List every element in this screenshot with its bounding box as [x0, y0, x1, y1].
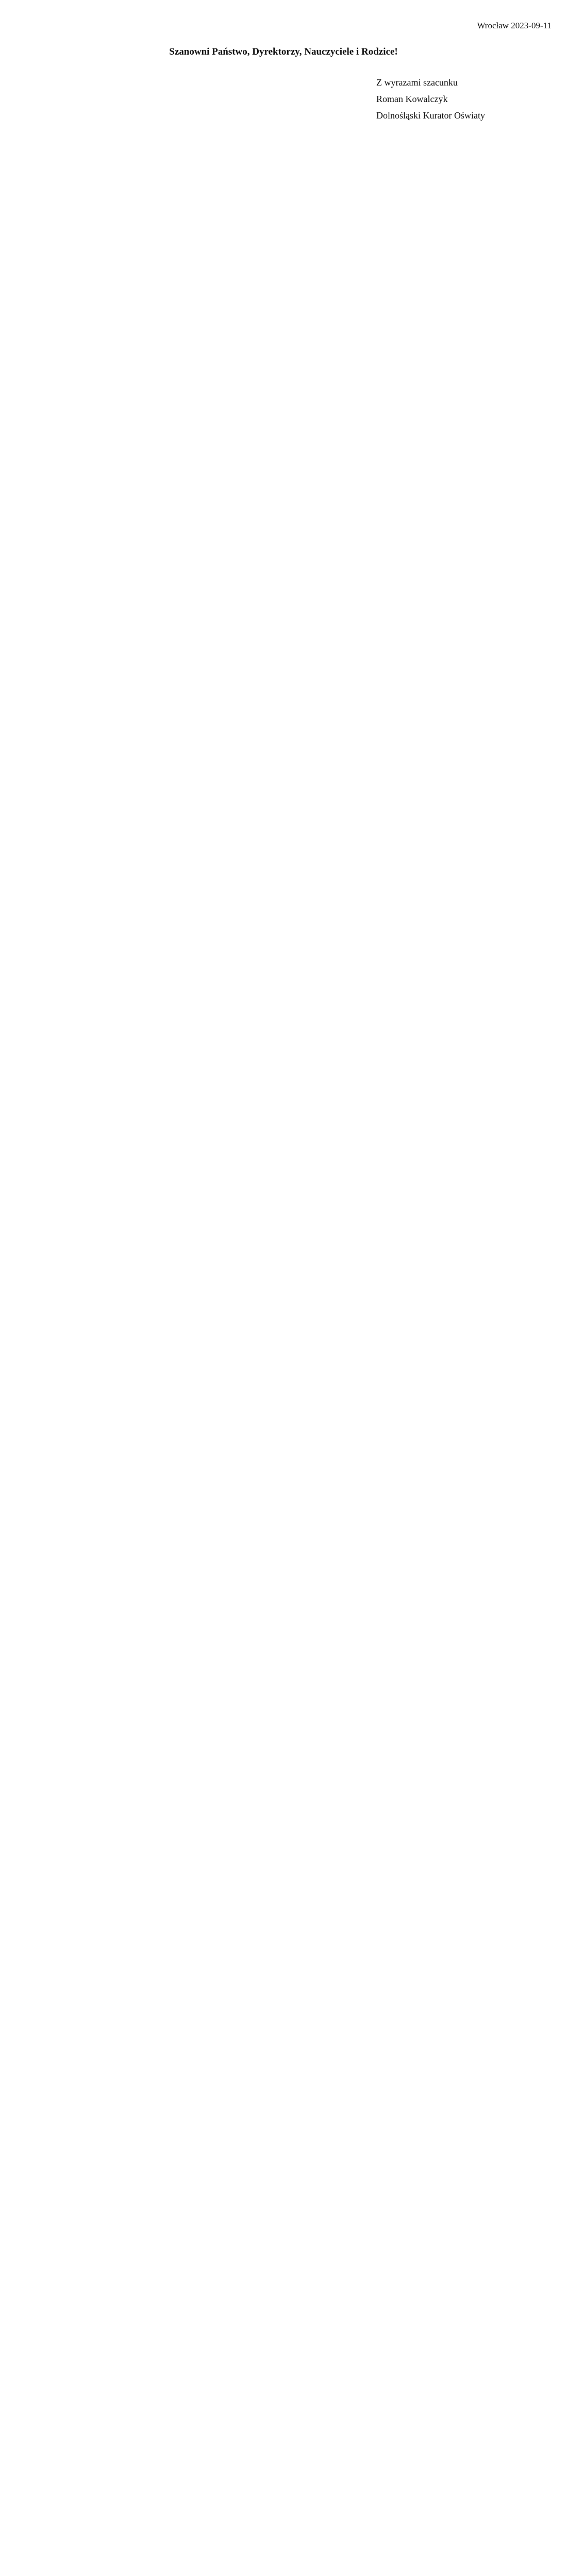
letter-date: Wrocław 2023-09-11 [477, 21, 552, 30]
signature-title: Dolnośląski Kurator Oświaty [376, 110, 485, 121]
signature-closing: Z wyrazami szacunku [376, 77, 458, 88]
signature-block [376, 74, 552, 124]
letter-salutation: Szanowni Państwo, Dyrektorzy, Nauczyciele i Rodzice! [169, 46, 398, 57]
signature-name: Roman Kowalczyk [376, 94, 448, 104]
